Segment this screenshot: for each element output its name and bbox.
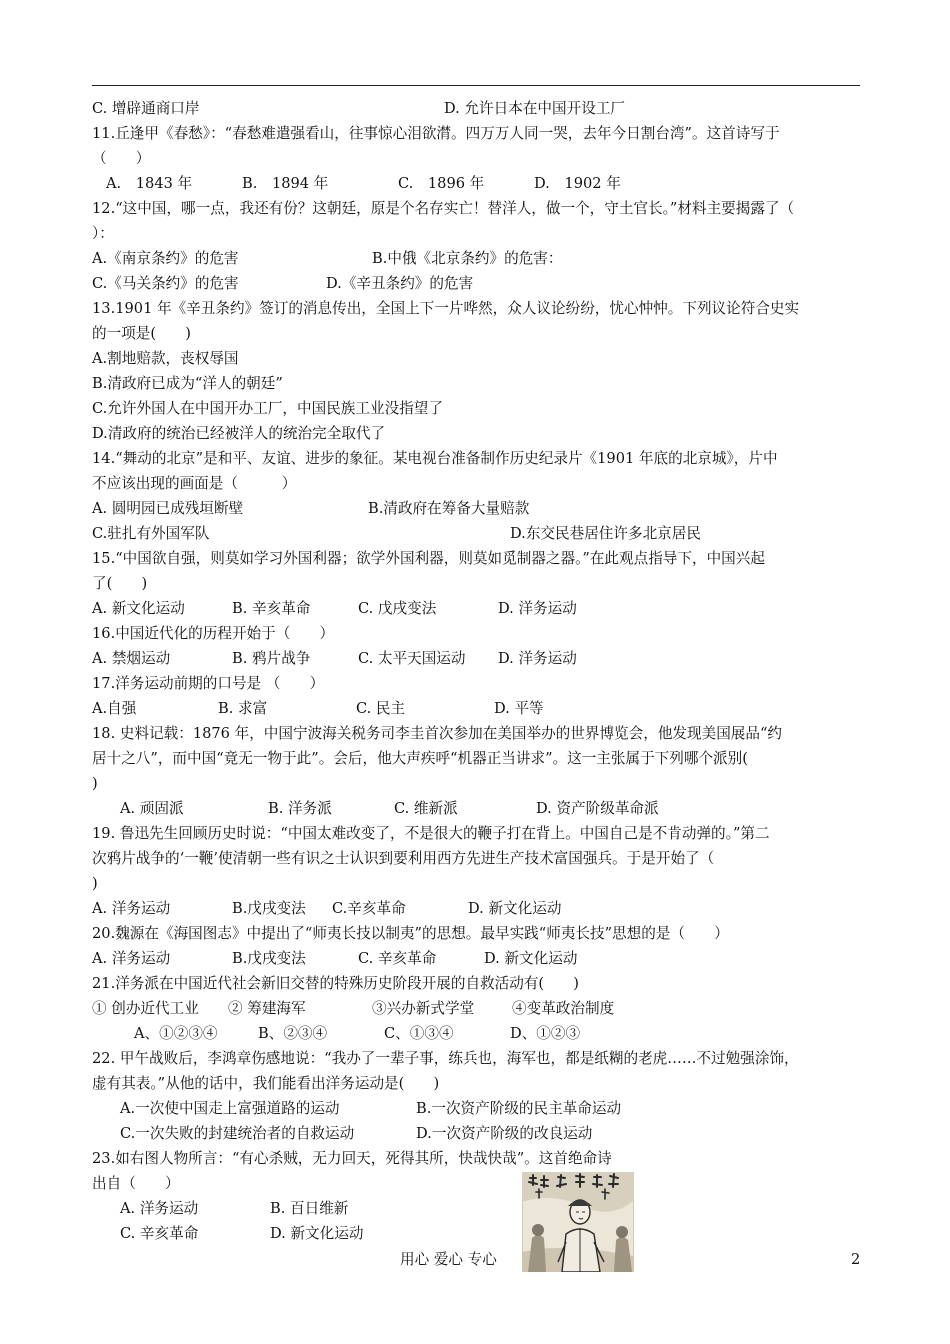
option-a: A. 1843 年	[106, 175, 193, 192]
option-d: D.清政府的统治已经被洋人的统治完全取代了	[92, 425, 386, 442]
option-a: A、①②③④	[134, 1025, 218, 1042]
option-c: C. 民主	[356, 700, 406, 717]
question-12-blank: ）：	[92, 225, 114, 242]
option-b: B.一次资产阶级的民主革命运动	[416, 1100, 622, 1117]
option-b: B. 1894 年	[242, 175, 329, 192]
option-d: D. 资产阶级革命派	[536, 800, 659, 817]
option-a: A. 洋务运动	[92, 950, 171, 967]
option-c: C. 辛亥革命	[358, 950, 437, 967]
option-d: D. 1902 年	[534, 175, 621, 192]
option-a: A. 顽固派	[120, 800, 184, 817]
historical-figure-illustration	[522, 1172, 634, 1272]
option-b: B. 求富	[218, 700, 268, 717]
question-11-blank: （ ）	[92, 150, 151, 167]
question-19-stem-cont: 次鸦片战争的‘一鞭’使清朝一些有识之士认识到要利用西方先进生产技术富国强兵。于是开始了（	[92, 850, 715, 867]
option-d: D. 平等	[494, 700, 544, 717]
option-d: D.东交民巷居住许多北京居民	[510, 525, 701, 542]
option-c: C.《马关条约》的危害	[92, 275, 239, 292]
option-d: D. 新文化运动	[484, 950, 578, 967]
option-b: B、②③④	[258, 1025, 328, 1042]
question-21-stem: 21.洋务派在中国近代社会新旧交替的特殊历史阶段开展的自救活动有( )	[92, 975, 580, 992]
question-18-stem: 18. 史料记载：1876 年，中国宁波海关税务司李圭首次参加在美国举办的世界博览会，他发现美国展品“约	[92, 725, 783, 742]
page-footer: 用心 爱心 专心	[400, 1251, 497, 1268]
option-a: A.割地赔款，丧权辱国	[92, 350, 239, 367]
question-16-stem: 16.中国近代化的历程开始于（ ）	[92, 625, 335, 642]
option-c: C.允许外国人在中国开办工厂，中国民族工业没指望了	[92, 400, 443, 417]
item-2: ② 筹建海军	[228, 1000, 306, 1017]
question-22-stem: 22. 甲午战败后，李鸿章伤感地说：“我办了一辈子事，练兵也，海军也，都是纸糊的老虎……不过勉强涂饰，	[92, 1050, 799, 1067]
item-1: ① 创办近代工业	[92, 1000, 199, 1017]
option-a: A.《南京条约》的危害	[92, 250, 239, 267]
option-c: C.一次失败的封建统治者的自救运动	[120, 1125, 355, 1142]
option-a: A.自强	[92, 700, 137, 717]
option-d: D. 新文化运动	[468, 900, 562, 917]
question-23-stem-cont: 出自（ ）	[92, 1175, 180, 1192]
option-b: B.戊戌变法	[232, 950, 306, 967]
question-13-stem-cont: 的一项是( )	[92, 325, 191, 342]
option-c: C. 辛亥革命	[120, 1225, 199, 1242]
option-c: C. 1896 年	[398, 175, 485, 192]
question-11-stem: 11.丘逢甲《春愁》：“春愁难遣强看山，往事惊心泪欲潸。四万万人同一哭，去年今日割台湾”。这首诗写于	[92, 125, 780, 142]
option-d: D.一次资产阶级的改良运动	[416, 1125, 593, 1142]
option-b: B. 百日维新	[270, 1200, 349, 1217]
option-d: D.《辛丑条约》的危害	[326, 275, 474, 292]
option-b: B.清政府在筹备大量赔款	[368, 500, 530, 517]
question-12-stem: 12.“这中国，哪一点，我还有份？这朝廷，原是个名存实亡！替洋人，做一个，守土官长。”材料主要揭露了（	[92, 200, 795, 217]
question-14-stem-cont: 不应该出现的画面是（ ）	[92, 475, 297, 492]
option-b: B. 鸦片战争	[232, 650, 311, 667]
option-c: C.辛亥革命	[332, 900, 406, 917]
question-20-stem: 20.魏源在《海国图志》中提出了“师夷长技以制夷”的思想。最早实践“师夷长技”思想的是（ ）	[92, 925, 729, 942]
question-19-stem: 19. 鲁迅先生回顾历史时说：“中国太难改变了，不是很大的鞭子打在背上。中国自己是不肯动弹的。”第二	[92, 825, 770, 842]
question-23-stem: 23.如右图人物所言：“有心杀贼，无力回天，死得其所，快哉快哉”。这首绝命诗	[92, 1150, 612, 1167]
option-d: D、①②③	[510, 1025, 581, 1042]
question-18-stem-cont: 居十之八”，而中国“竟无一物于此”。会后，他大声疾呼“机器正当讲求”。这一主张属于下列哪个派别(	[92, 750, 748, 767]
header-rule	[92, 85, 860, 86]
option-c: C. 戊戌变法	[358, 600, 437, 617]
page-number: 2	[851, 1251, 861, 1268]
option-b: B. 洋务派	[268, 800, 332, 817]
option-d: D. 允许日本在中国开设工厂	[444, 100, 625, 117]
option-a: A. 洋务运动	[92, 900, 171, 917]
option-c: C.驻扎有外国军队	[92, 525, 210, 542]
question-14-stem: 14.“舞动的北京”是和平、友谊、进步的象征。某电视台准备制作历史纪录片《1901 年底的北京城》，片中	[92, 450, 778, 467]
question-13-stem: 13.1901 年《辛丑条约》签订的消息传出，全国上下一片哗然，众人议论纷纷，忧心忡忡。下列议论符合史实	[92, 300, 800, 317]
option-b: B.中俄《北京条约》的危害：	[372, 250, 563, 267]
item-3: ③兴办新式学堂	[372, 1000, 475, 1017]
option-b: B. 辛亥革命	[232, 600, 311, 617]
question-15-stem: 15.“中国欲自强，则莫如学习外国利器；欲学外国利器，则莫如觅制器之器。”在此观点指导下，中国兴起	[92, 550, 765, 567]
item-4: ④变革政治制度	[512, 1000, 615, 1017]
option-d: D. 洋务运动	[498, 650, 577, 667]
option-d: D. 洋务运动	[498, 600, 577, 617]
option-a: A. 圆明园已成残垣断壁	[92, 500, 244, 517]
question-15-stem-cont: 了( )	[92, 575, 148, 592]
question-18-blank: )	[92, 775, 98, 792]
question-19-blank: )	[92, 875, 98, 892]
option-d: D. 新文化运动	[270, 1225, 364, 1242]
question-22-stem-cont: 虚有其表。”从他的话中，我们能看出洋务运动是( )	[92, 1075, 440, 1092]
option-c: C. 太平天国运动	[358, 650, 466, 667]
option-a: A. 禁烟运动	[92, 650, 171, 667]
option-a: A. 洋务运动	[120, 1200, 199, 1217]
option-b: B.清政府已成为“洋人的朝廷”	[92, 375, 283, 392]
option-a: A.一次使中国走上富强道路的运动	[120, 1100, 340, 1117]
option-c: C、①③④	[384, 1025, 454, 1042]
question-17-stem: 17.洋务运动前期的口号是 （ ）	[92, 675, 325, 692]
option-c: C. 增辟通商口岸	[92, 100, 200, 117]
option-c: C. 维新派	[394, 800, 458, 817]
option-b: B.戊戌变法	[232, 900, 306, 917]
option-a: A. 新文化运动	[92, 600, 185, 617]
